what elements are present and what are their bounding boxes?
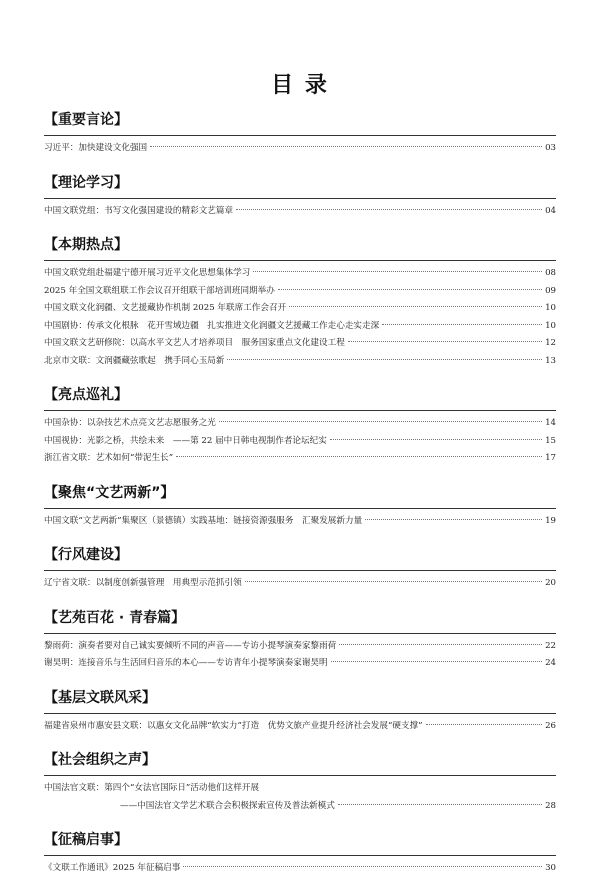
toc-entry[interactable]: [44, 860, 556, 878]
page-number: 17: [545, 453, 556, 463]
entry-title: 中国文联文化润疆、文艺援藏协作机制 2025 年联席工作会召开: [44, 303, 287, 313]
section-heading: 【社会组织之声】: [44, 749, 556, 776]
toc-entry[interactable]: [44, 450, 556, 468]
page-number: 19: [545, 515, 556, 526]
toc-entry[interactable]: [44, 415, 556, 433]
entry-title: 辽宁省文联：以制度创新强管理 用典型示范抓引领: [44, 578, 242, 588]
entry-list: [44, 634, 556, 673]
dot-leader: [236, 209, 542, 210]
toc-section: [44, 384, 556, 468]
entry-title: 福建省泉州市惠安县文联：以惠女文化品牌“软实力”打造 优势文旅产业提升经济社会发展“硬支撑”: [44, 720, 423, 731]
entry-title: 中国文联“文艺两新”集聚区（景德镇）实践基地：链接资源强服务 汇聚发展新力量: [44, 515, 363, 526]
entry-title: 中国文联文艺研修院：以高水平文艺人才培养项目 服务国家重点文化建设工程: [44, 338, 345, 348]
dot-leader: [150, 146, 542, 147]
dot-leader: [183, 866, 542, 867]
entry-title: 《文联工作通讯》2025 年征稿启事: [44, 863, 181, 873]
entry-list: [44, 199, 556, 221]
dot-leader: [330, 439, 542, 440]
entry-title: 浙江省文联：艺术如何“带泥生长”: [44, 453, 174, 463]
toc-entry[interactable]: [44, 433, 556, 451]
entry-list: [44, 856, 556, 878]
toc-entry[interactable]: [44, 575, 556, 593]
dot-leader: [382, 324, 542, 325]
page-number: 30: [545, 863, 556, 873]
entry-list: [44, 571, 556, 593]
section-heading: 【艺苑百花 · 青春篇】: [44, 607, 556, 634]
dot-leader: [348, 341, 542, 342]
entry-title: 中国文联党组：书写文化强国建设的精彩文艺篇章: [44, 205, 234, 216]
toc-entry[interactable]: [44, 353, 556, 371]
page-number: 03: [545, 143, 556, 153]
entry-list: [44, 509, 556, 531]
toc-entry[interactable]: [44, 300, 556, 318]
entry-title: 中国视协：光影之桥，共绘未来 ——第 22 届中日韩电视制作者论坛纪实: [44, 435, 327, 446]
page-number: 28: [545, 800, 556, 811]
entry-title: 中国文联党组赴福建宁德开展习近平文化思想集体学习: [44, 268, 251, 278]
toc-section: [44, 687, 556, 736]
page-number: 24: [545, 658, 556, 668]
entry-title: 北京市文联：文润疆藏弦歌起 携手同心玉局新: [44, 355, 225, 366]
section-heading: 【聚焦“文艺两新”】: [44, 482, 556, 509]
section-heading: 【基层文联风采】: [44, 687, 556, 714]
entry-title: 2025 年全国文联组联工作会议召开组联干部培训班同期举办: [44, 285, 275, 296]
page-number: 13: [545, 355, 556, 366]
entry-title: 谢昊明：连接音乐与生活回归音乐的本心——专访青年小提琴演奏家谢昊明: [44, 658, 328, 668]
section-heading: 【亮点巡礼】: [44, 384, 556, 411]
toc-section: [44, 172, 556, 221]
entry-list: [44, 411, 556, 468]
toc-section: [44, 607, 556, 673]
table-of-contents: [44, 109, 556, 892]
page-number: 10: [545, 303, 556, 313]
dot-leader: [289, 306, 542, 307]
entry-title: 中国杂协：以杂技艺术点亮文艺志愿服务之光: [44, 418, 216, 428]
section-heading: 【理论学习】: [44, 172, 556, 199]
page-number: 12: [545, 338, 556, 348]
dot-leader: [278, 289, 542, 290]
toc-entry[interactable]: [44, 283, 556, 301]
toc-entry[interactable]: [44, 513, 556, 531]
page-number: 08: [545, 268, 556, 278]
entry-list: [44, 136, 556, 158]
entry-title: 中国剧协：传承文化根脉 花开雪域边疆 扎实推进文化润疆文艺援藏工作走心走实走深: [44, 320, 380, 331]
dot-leader: [219, 421, 542, 422]
dot-leader: [253, 271, 542, 272]
toc-entry[interactable]: [44, 335, 556, 353]
dot-leader: [426, 724, 543, 725]
toc-entry[interactable]: [44, 265, 556, 283]
dot-leader: [365, 519, 542, 520]
entry-title: 习近平：加快建设文化强国: [44, 143, 148, 153]
toc-entry[interactable]: [44, 780, 556, 798]
toc-section: [44, 234, 556, 370]
dot-leader: [331, 661, 542, 662]
entry-title: ——中国法官文学艺术联合会积极探索宣传及普法新模式: [120, 800, 335, 811]
entry-title: 黎雨荷：演奏者要对自己诚实要倾听不同的声音——专访小提琴演奏家黎雨荷: [44, 640, 337, 651]
toc-entry[interactable]: [44, 203, 556, 221]
page-number: 22: [545, 640, 556, 651]
page-number: 14: [545, 418, 556, 428]
entry-list: [44, 714, 556, 736]
toc-section: [44, 109, 556, 158]
toc-entry[interactable]: [44, 655, 556, 673]
entry-title: 中国法官文联：第四个“女法官国际日”活动他们这样开展: [44, 783, 260, 793]
page-number: 26: [545, 720, 556, 731]
toc-section: [44, 829, 556, 878]
section-heading: 【重要言论】: [44, 109, 556, 136]
dot-leader: [245, 581, 542, 582]
toc-section: [44, 482, 556, 531]
section-heading: 【本期热点】: [44, 234, 556, 261]
toc-entry[interactable]: [44, 718, 556, 736]
toc-entry[interactable]: [44, 638, 556, 656]
dot-leader: [339, 644, 542, 645]
dot-leader: [176, 456, 542, 457]
page-number: 10: [545, 320, 556, 331]
entry-list: [44, 776, 556, 815]
page-number: 20: [545, 578, 556, 588]
toc-section: [44, 749, 556, 815]
dot-leader: [338, 804, 542, 805]
page-number: 04: [545, 205, 556, 216]
toc-entry[interactable]: [44, 798, 556, 816]
entry-list: [44, 261, 556, 370]
page-title: 目 录: [271, 73, 329, 98]
toc-section: [44, 544, 556, 593]
section-heading: 【行风建设】: [44, 544, 556, 571]
toc-entry[interactable]: [44, 140, 556, 158]
page-number: 15: [545, 435, 556, 446]
toc-entry[interactable]: [44, 318, 556, 336]
page-number: 09: [545, 285, 556, 296]
section-heading: 【征稿启事】: [44, 829, 556, 856]
dot-leader: [227, 359, 542, 360]
